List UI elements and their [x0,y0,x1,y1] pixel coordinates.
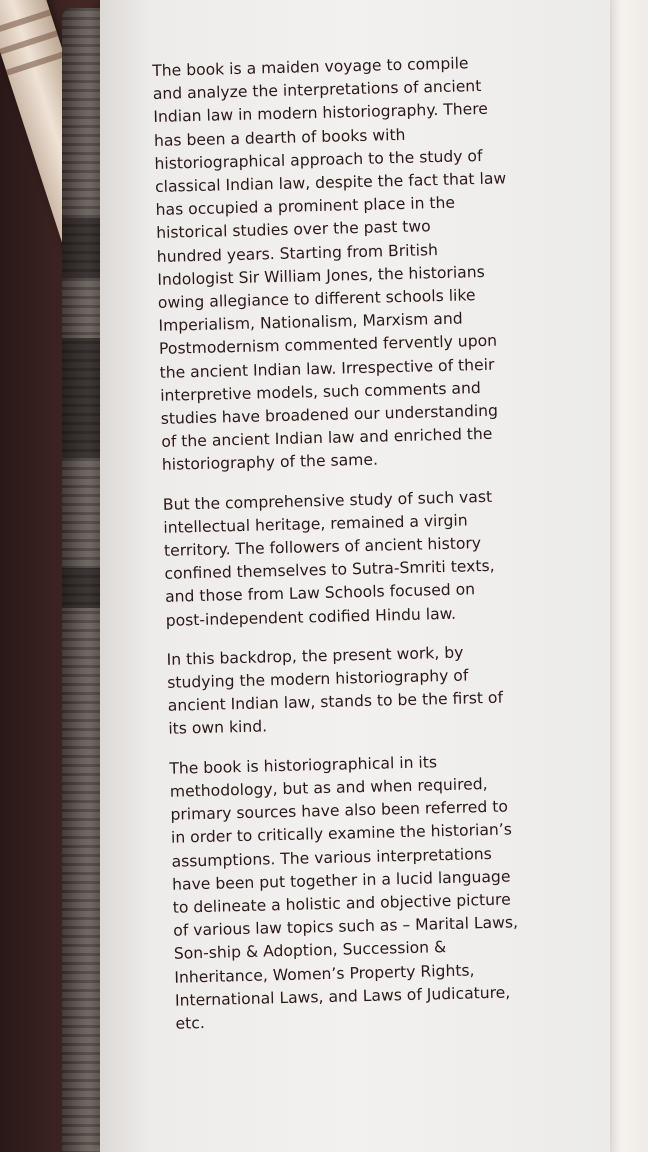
pen-ring [6,51,65,75]
flap-paragraph-3: In this backdrop, the present work, by studying the modern historiography of ancient Indian law, stands to be the first of its own kind. [166,643,504,739]
flap-paragraph-1: The book is a maiden voyage to compile and analyze the interpretations of ancient Indian law in modern historiography. There has been a dearth of books with historiographical approach to the study of classical Indian law, despite the fact that law has occupied a prominent place in the historical studies over the past two hundred years. Starting from British Indologist Sir William Jones, the historians owing allegiance to different schools like Imperialism, Nationalism, Marxism and Postmodernism commented fervently upon the ancient Indian law. Irrespective of their interpretive models, such comments and studies have broadened our understanding of the ancient Indian law and enriched the historiography of the same. [152,54,507,475]
flap-paragraph-4: The book is historiographical in its methodology, but as and when required, primary sources have also been referred to in order to critically examine the historian’s assumptions. The various interpretations have been put together in a lucid language to delineate a holistic and objective picture of various law topics such as – Marital Laws, Son-ship & Adoption, Succession & Inheritance, Women’s Property Rights, International Laws, and Laws of Judicature, etc. [169,752,519,1033]
pen-ring [0,10,51,34]
flap-text [152,49,616,1052]
book-flap-page [100,0,610,1152]
flap-paragraph-2: But the comprehensive study of such vast intellectual heritage, remained a virgin territory. The followers of ancient history confined themselves to Sutra-Smriti texts, and those from Law Schools focused on post-independent codified Hindu law. [162,487,495,630]
pen-ring [0,30,58,54]
